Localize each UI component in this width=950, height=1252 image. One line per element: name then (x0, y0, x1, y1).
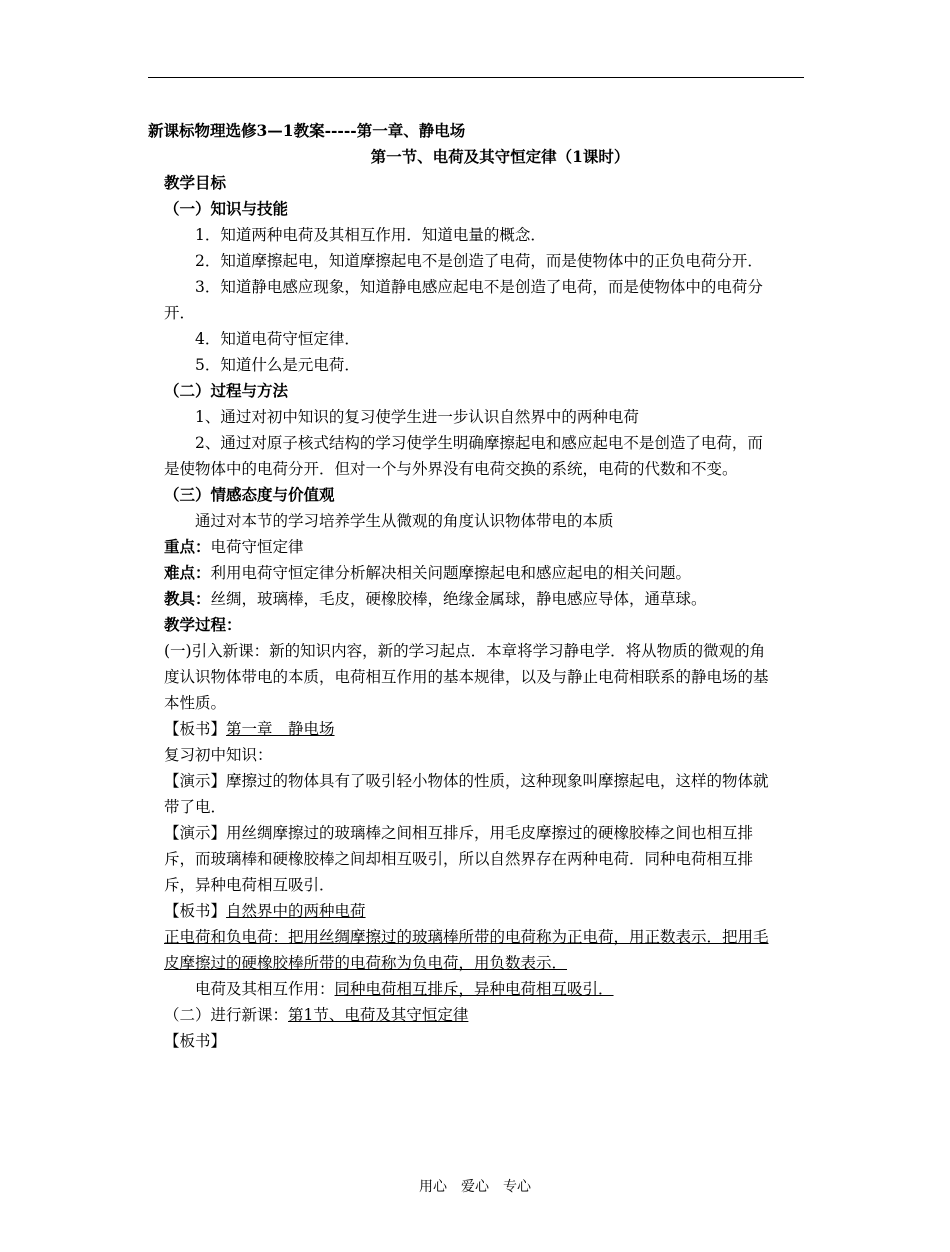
interaction-text: 同种电荷相互排斥，异种电荷相互吸引． (334, 980, 614, 998)
focus-label: 重点： (164, 537, 211, 556)
demo-label: 【演示】 (164, 824, 227, 842)
new-lesson-text: 第1节、电荷及其守恒定律 (288, 1006, 469, 1024)
tools-text: 丝绸，玻璃棒，毛皮，硬橡胶棒，绝缘金属球，静电感应导体，通草球。 (210, 590, 707, 608)
goals-heading: 教学目标 (164, 173, 227, 192)
document-title: 新课标物理选修3—1教案-----第一章、静电场 (148, 121, 466, 140)
charges-definition: 正电荷和负电荷：把用丝绸摩擦过的玻璃棒所带的电荷称为正电荷，用正数表示．把用毛皮摩擦过的硬橡胶棒所带的电荷称为负电荷，用负数表示． (164, 928, 769, 972)
board-label: 【板书】 (164, 902, 227, 920)
attitude-text: 通过对本节的学习培养学生从微观的角度认识物体带电的本质 (195, 512, 614, 530)
interaction-label: 电荷及其相互作用： (195, 980, 335, 998)
knowledge-item: 5．知道什么是元电荷． (195, 356, 360, 374)
new-lesson-label: （二）进行新课： (164, 1006, 289, 1024)
knowledge-item: 1．知道两种电荷及其相互作用．知道电量的概念． (195, 226, 546, 244)
knowledge-item: 4．知道电荷守恒定律． (195, 330, 360, 348)
board-text: 第一章 静电场 (226, 720, 335, 738)
demo-text: 摩擦过的物体具有了吸引轻小物体的性质，这种现象叫摩擦起电，这样的物体就带了电． (164, 772, 769, 816)
section-title: 第一节、电荷及其守恒定律（1课时） (370, 147, 630, 166)
interaction-line (164, 976, 776, 1002)
process-method-heading: （二）过程与方法 (164, 381, 289, 400)
demo-paragraph-2 (164, 820, 776, 898)
page-footer: 用心 爱心 专心 (419, 1179, 531, 1195)
board-line-2 (164, 898, 776, 924)
intro-paragraph: (一)引入新课：新的知识内容，新的学习起点．本章将学习静电学．将从物质的微观的角度认识物体带电的本质，电荷相互作用的基本规律，以及与静止电荷相联系的静电场的基本性质。 (164, 642, 769, 712)
demo-paragraph-1 (164, 768, 776, 820)
focus-text: 电荷守恒定律 (210, 538, 304, 556)
board-line-1 (164, 716, 776, 742)
focus-line (164, 534, 776, 560)
process-method-item: 1、通过对初中知识的复习使学生进一步认识自然界中的两种电荷 (195, 408, 639, 426)
demo-label: 【演示】 (164, 772, 227, 790)
lesson-plan-body (148, 118, 776, 1054)
difficulty-label: 难点： (164, 563, 211, 582)
difficulty-line (164, 560, 776, 586)
board-line-3: 【板书】 (164, 1032, 227, 1050)
difficulty-text: 利用电荷守恒定律分析解决相关问题摩擦起电和感应起电的相关问题。 (210, 564, 692, 582)
attitude-heading: （三）情感态度与价值观 (164, 485, 335, 504)
demo-text: 用丝绸摩擦过的玻璃棒之间相互排斥，用毛皮摩擦过的硬橡胶棒之间也相互排斥，而玻璃棒和硬橡胶棒之间却相互吸引，所以自然界存在两种电荷．同种电荷相互排斥，异种电荷相互吸引． (164, 824, 754, 894)
board-text: 自然界中的两种电荷 (226, 902, 366, 920)
board-label: 【板书】 (164, 720, 227, 738)
review-line: 复习初中知识： (164, 746, 273, 764)
new-lesson-line (164, 1002, 776, 1028)
tools-label: 教具： (164, 589, 211, 608)
knowledge-item: 2．知道摩擦起电，知道摩擦起电不是创造了电荷，而是使物体中的正负电荷分开． (195, 252, 763, 270)
process-heading: 教学过程： (164, 615, 242, 634)
knowledge-item: 3．知道静电感应现象，知道静电感应起电不是创造了电荷，而是使物体中的电荷分开． (164, 278, 763, 322)
process-method-item: 2、通过对原子核式结构的学习使学生明确摩擦起电和感应起电不是创造了电荷，而是使物体中的电荷分开．但对一个与外界没有电荷交换的系统，电荷的代数和不变。 (164, 434, 763, 478)
header-rule (148, 77, 804, 78)
knowledge-heading: （一）知识与技能 (164, 199, 289, 218)
tools-line (164, 586, 776, 612)
